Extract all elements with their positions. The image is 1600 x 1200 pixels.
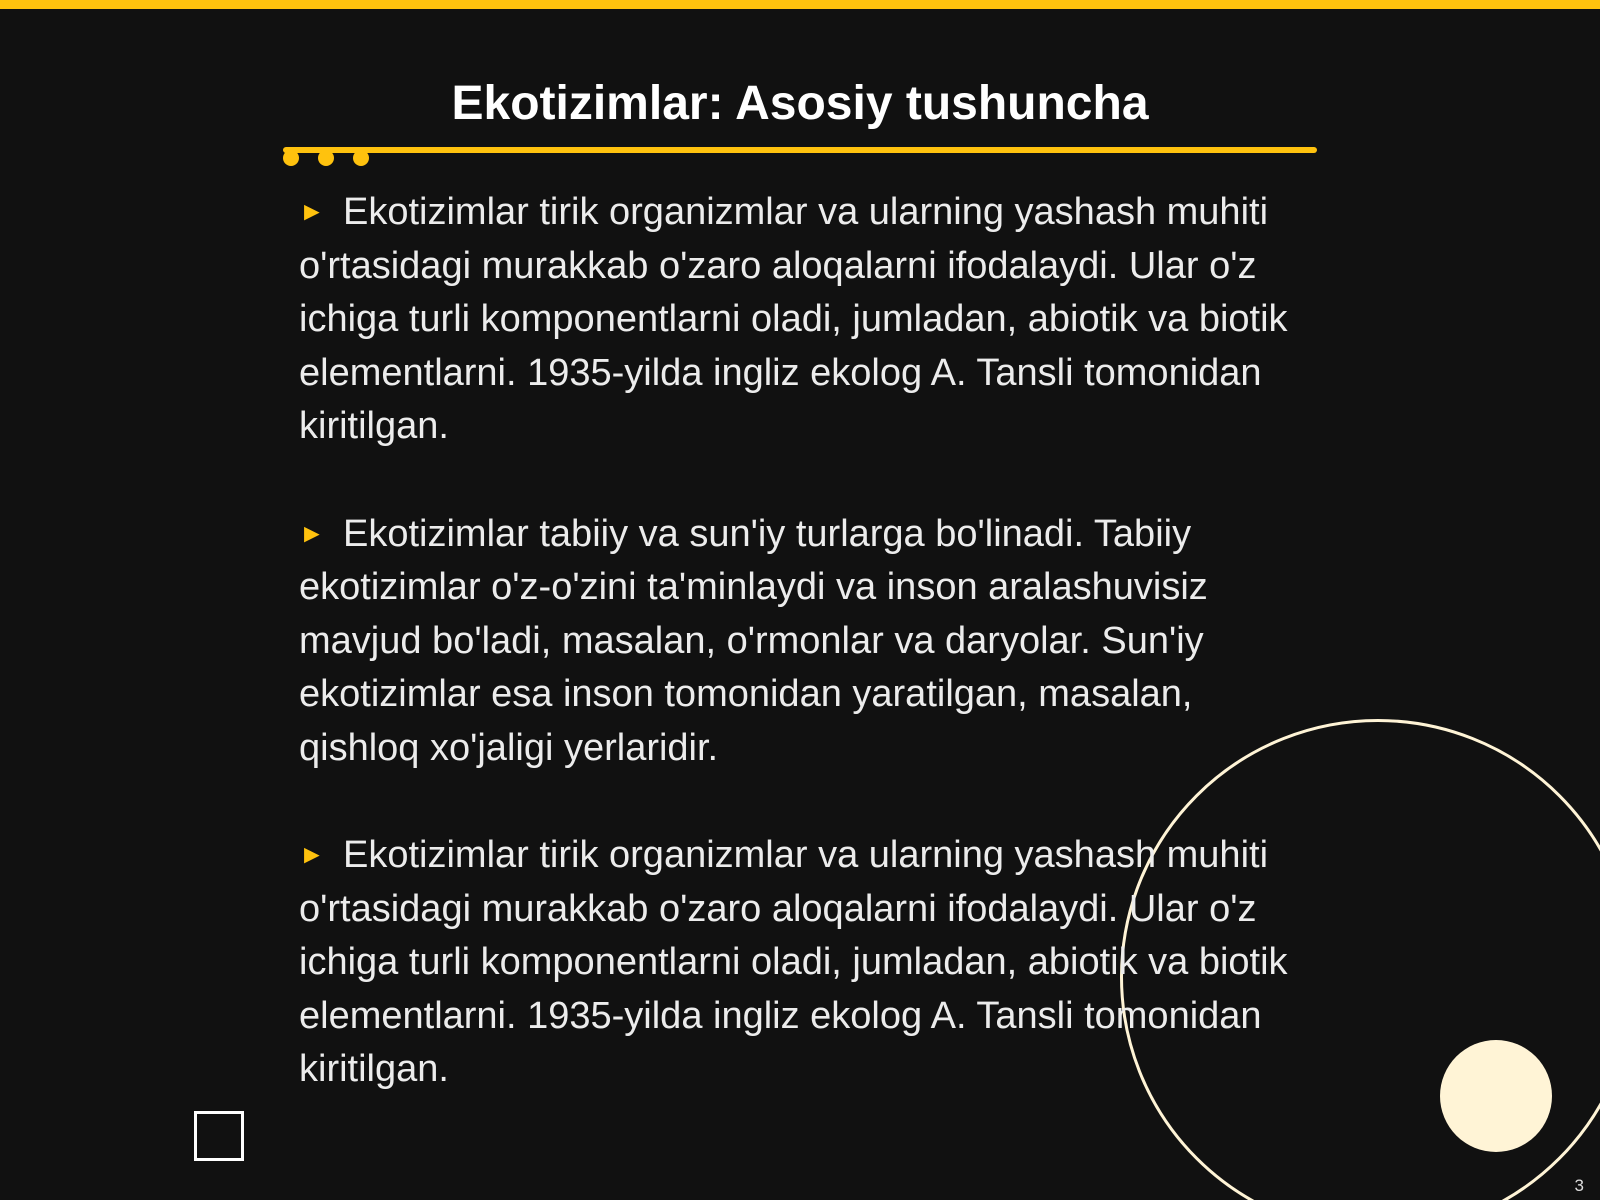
bullet-paragraph xyxy=(299,828,1299,1097)
decorative-dot xyxy=(318,150,334,166)
decorative-dot xyxy=(353,150,369,166)
title-underline xyxy=(283,147,1317,153)
page-number: 3 xyxy=(1574,1176,1584,1195)
bullet-paragraph xyxy=(299,185,1299,454)
bullet-arrow-icon: ► xyxy=(299,196,325,226)
bullet-paragraph xyxy=(299,507,1299,776)
decorative-square xyxy=(194,1111,244,1161)
paragraph-text: Ekotizimlar tirik organizmlar va ularning yashash muhiti o'rtasidagi murakkab o'zaro aloqalarni ifodalaydi. Ular o'z ichiga turli komponentlarni oladi, jumladan, abiotik va biotik elementlarni. 1935-yilda ingliz ekolog A. Tansli tomonidan kiritilgan. xyxy=(299,834,1288,1090)
slide-title: Ekotizimlar: Asosiy tushuncha xyxy=(451,77,1149,130)
bullet-arrow-icon: ► xyxy=(299,517,325,548)
bullet-list xyxy=(299,185,1299,1097)
decorative-dot xyxy=(283,150,299,166)
bullet-arrow-icon: ► xyxy=(299,839,325,869)
paragraph-text: Ekotizimlar tirik organizmlar va ularning yashash muhiti o'rtasidagi murakkab o'zaro aloqalarni ifodalaydi. Ular o'z ichiga turli komponentlarni oladi, jumladan, abiotik va biotik elementlarni. 1935-yilda ingliz ekolog A. Tansli tomonidan kiritilgan. xyxy=(299,191,1288,447)
paragraph-text: Ekotizimlar tabiiy va sun'iy turlarga bo'linadi. Tabiiy ekotizimlar o'z-o'zini ta'minlaydi va inson aralashuvisiz mavjud bo'ladi, masalan, o'rmonlar va daryolar. Sun'iy ekotizimlar esa inson tomonidan yaratilgan, masalan, qishloq xo'jaligi yerlaridir. xyxy=(299,512,1208,769)
decorative-filled-circle xyxy=(1440,1040,1552,1152)
top-accent-bar xyxy=(0,0,1600,9)
